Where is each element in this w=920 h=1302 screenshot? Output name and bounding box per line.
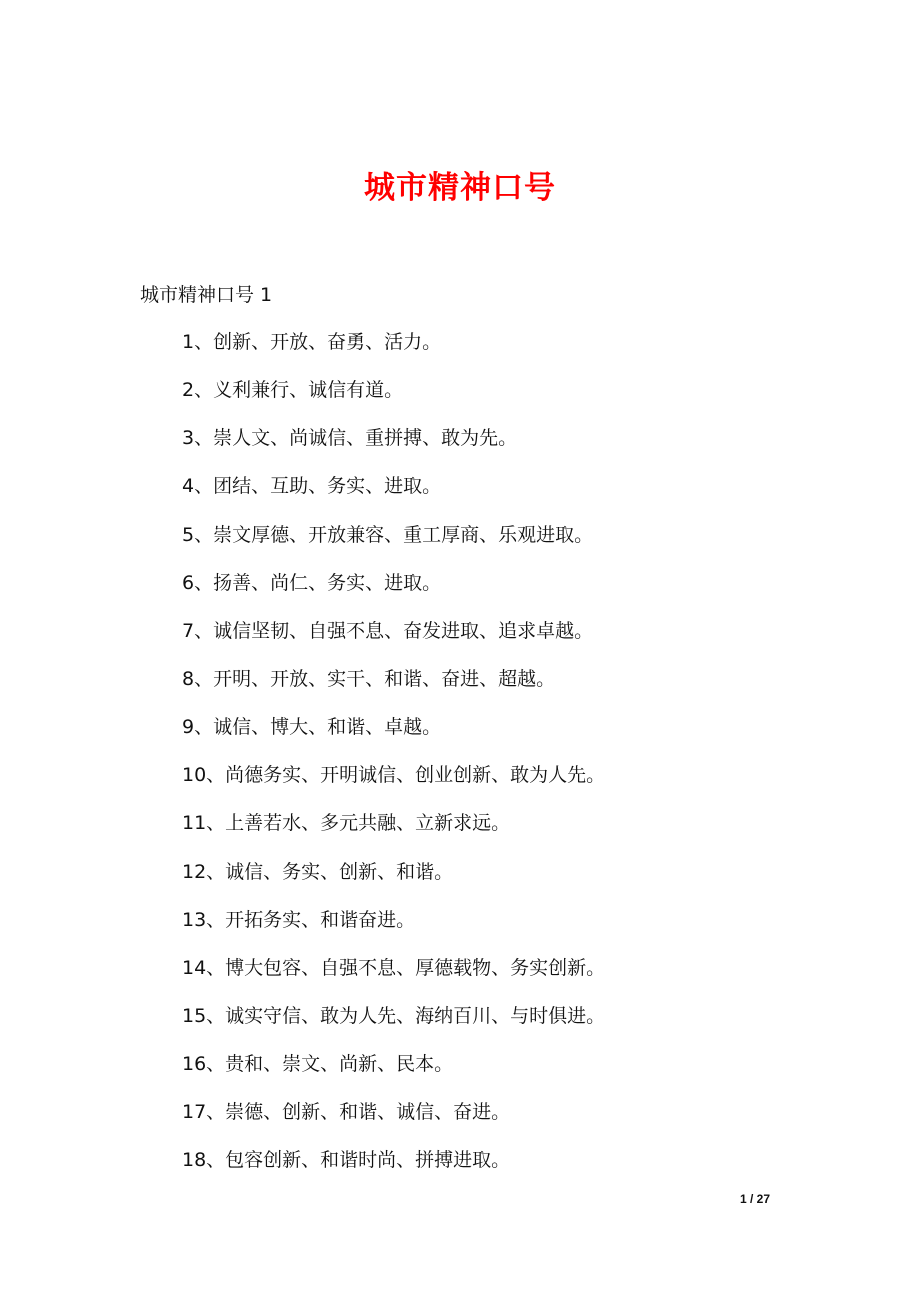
list-item: 14、博大包容、自强不息、厚德载物、务实创新。 [182,956,606,979]
list-item: 2、义利兼行、诚信有道。 [182,379,404,402]
list-item: 17、崇德、创新、和谐、诚信、奋进。 [182,1101,511,1124]
list-item: 6、扬善、尚仁、务实、进取。 [182,571,442,594]
list-item: 5、崇文厚德、开放兼容、重工厚商、乐观进取。 [182,523,594,546]
page-title: 城市精神口号 [364,169,556,206]
list-item: 9、诚信、博大、和谐、卓越。 [182,716,442,739]
list-item: 1、创新、开放、奋勇、活力。 [182,331,442,353]
list-item: 18、包容创新、和谐时尚、拼搏进取。 [182,1149,511,1172]
list-item: 4、团结、互助、务实、进取。 [182,475,442,498]
list-item: 11、上善若水、多元共融、立新求远。 [182,812,511,835]
list-item: 8、开明、开放、实干、和谐、奋进、超越。 [182,667,556,690]
list-item: 10、尚德务实、开明诚信、创业创新、敢为人先。 [182,764,606,787]
page-number: 1 / 27 [740,1192,771,1206]
list-item: 12、诚信、务实、创新、和谐。 [182,860,454,883]
list-item: 7、诚信坚韧、自强不息、奋发进取、追求卓越。 [182,619,594,642]
list-item: 3、崇人文、尚诚信、重拼搏、敢为先。 [182,427,518,450]
list-item: 15、诚实守信、敢为人先、海纳百川、与时俱进。 [182,1004,606,1027]
slogan-list [182,327,605,1194]
list-item: 13、开拓务实、和谐奋进。 [182,908,416,931]
section-heading: 城市精神口号 1 [140,284,273,306]
list-item: 16、贵和、崇文、尚新、民本。 [182,1053,454,1076]
